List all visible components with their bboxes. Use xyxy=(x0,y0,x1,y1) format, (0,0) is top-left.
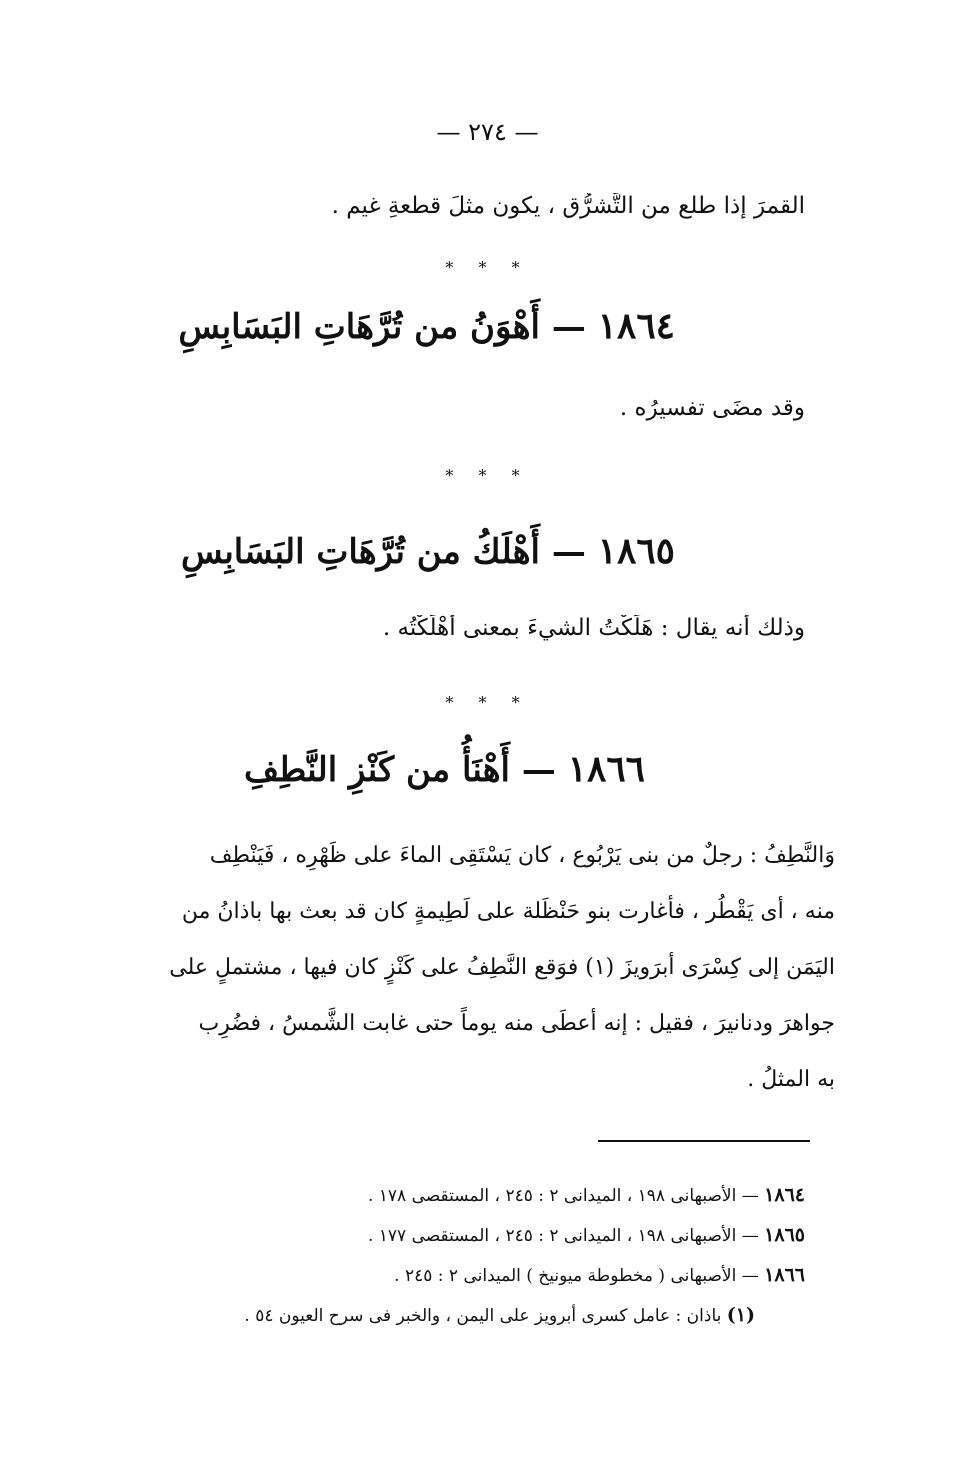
proverb-title: أَهْوَنُ من تُرَّهَاتِ البَسَابِسِ xyxy=(178,307,540,347)
footnote-item xyxy=(140,1175,805,1215)
page-number: — ٢٧٤ — xyxy=(436,118,539,146)
separator-stars: * * * xyxy=(445,693,530,712)
continuation-line: القمرَ إذا طلع من التَّشرُّق ، يكون مثلَ قطعةِ غيمٍ . xyxy=(331,193,805,219)
footnote-item xyxy=(140,1295,755,1335)
entry-1866-heading xyxy=(140,748,645,790)
entry-dash: — xyxy=(551,307,586,347)
entry-1865-text: وذلك أنه يقال : هَلَكْتُ الشيءَ بمعنى أَهْلَكْتُه . xyxy=(382,615,805,641)
body-line: وَالنَّطِفُ : رجلٌ من بنى يَرْبُوع ، كان يَسْتَقِى الماءَ على ظَهْرِه ، فَيَنْطِف xyxy=(209,843,835,868)
footnote-text: — الأصبهانى ١٩٨ ، الميدانى ٢ : ٢٤٥ ، المستقصى ١٧٧ . xyxy=(367,1226,759,1246)
body-line: به المثلُ . xyxy=(747,1067,835,1092)
entry-1864-heading xyxy=(140,305,675,347)
entry-1864-text: وقد مضَى تفسيرُه . xyxy=(619,395,805,421)
entry-number: ١٨٦٦ xyxy=(567,748,645,790)
footnote-item xyxy=(140,1215,805,1255)
entry-number: ١٨٦٥ xyxy=(597,530,675,572)
body-line: جواهرَ ودنانيرَ ، فقيل : إنه أعطَى منه يوماً حتى غابت الشَّمسُ ، فضُرِب xyxy=(198,1011,835,1036)
footnote-number: ١٨٦٦ xyxy=(764,1264,805,1286)
entry-1866-body xyxy=(140,828,835,1108)
footnote-text: — الأصبهانى ( مخطوطة ميونيخ ) الميدانى ٢ : ٢٤٥ . xyxy=(394,1266,759,1286)
footnote-divider xyxy=(598,1140,810,1142)
entry-dash: — xyxy=(521,750,556,790)
separator-stars: * * * xyxy=(445,258,530,277)
proverb-title: أَهْنَأُ من كَنْزِ النَّطِفِ xyxy=(244,750,510,790)
footnote-number: (١) xyxy=(726,1304,755,1326)
separator-stars: * * * xyxy=(445,466,530,485)
entry-number: ١٨٦٤ xyxy=(597,305,675,347)
body-line: منه ، أى يَقْطُر ، فأغارت بنو حَنْظَلة على لَطِيمةٍ كان قد بعث بها باذانُ من xyxy=(181,899,835,924)
proverb-title: أَهْلَكُ من تُرَّهَاتِ البَسَابِسِ xyxy=(180,532,540,572)
footnotes xyxy=(140,1175,805,1335)
footnote-number: ١٨٦٤ xyxy=(764,1184,805,1206)
footnote-text: — الأصبهانى ١٩٨ ، الميدانى ٢ : ٢٤٥ ، المستقصى ١٧٨ . xyxy=(367,1186,759,1206)
entry-1865-heading xyxy=(140,530,675,572)
footnote-text: باذان : عامل كسرى أبرويز على اليمن ، والخبر فى سرح العيون ٥٤ . xyxy=(244,1306,722,1326)
body-line: اليَمَن إلى كِسْرَى أبرَويزَ (١) فوَقع النَّطِفُ على كَنْزٍ كان فيها ، مشتملٍ على xyxy=(169,955,835,980)
footnote-number: ١٨٦٥ xyxy=(764,1224,805,1246)
footnote-item xyxy=(140,1255,805,1295)
entry-dash: — xyxy=(551,532,586,572)
